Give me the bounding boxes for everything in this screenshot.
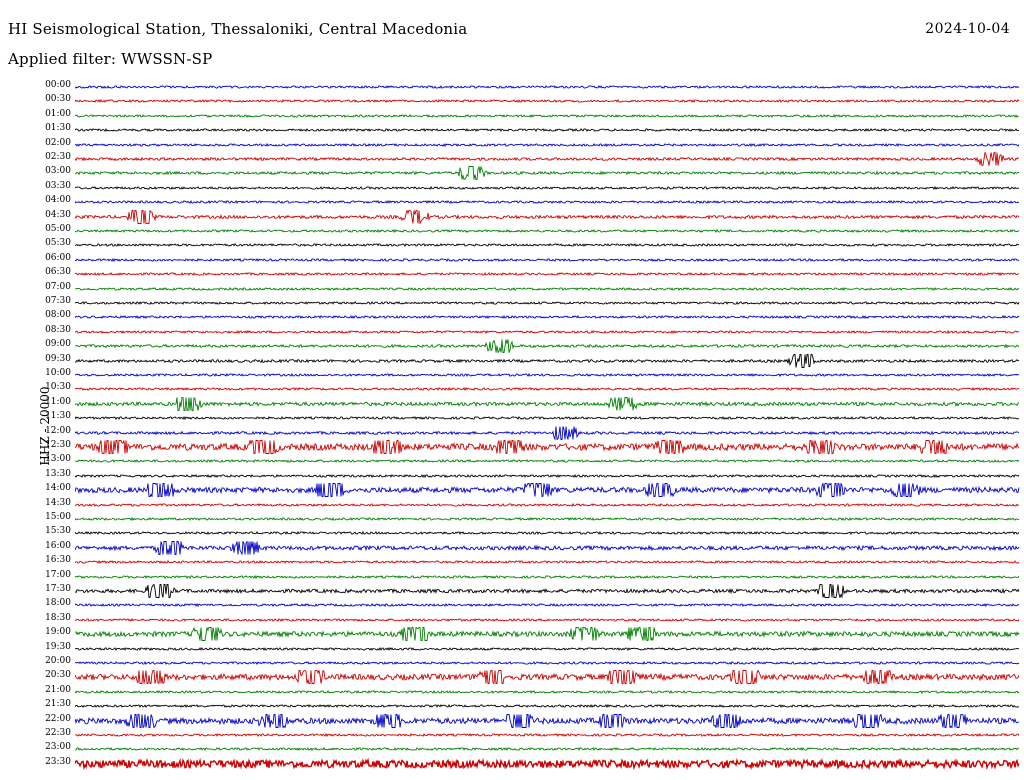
trace-row — [45, 123, 1020, 137]
seismogram-trace — [75, 339, 1020, 353]
seismogram-trace — [75, 440, 1020, 454]
seismogram-trace — [75, 354, 1020, 368]
trace-row — [45, 411, 1020, 425]
time-tick-label: 05:30 — [45, 238, 71, 249]
time-tick-label: 19:30 — [45, 641, 71, 652]
time-tick-label: 06:00 — [45, 252, 71, 263]
seismogram-trace — [75, 109, 1020, 123]
trace-row — [45, 656, 1020, 670]
trace-row — [45, 641, 1020, 656]
time-tick-label: 11:30 — [45, 411, 71, 422]
seismogram-trace — [75, 742, 1020, 756]
trace-row — [45, 195, 1020, 209]
seismogram-trace — [75, 94, 1020, 108]
time-tick-label: 10:00 — [45, 368, 71, 378]
seismogram-trace — [75, 670, 1020, 684]
trace-row — [45, 382, 1020, 396]
seismogram-trace — [75, 152, 1020, 166]
trace-row — [45, 396, 1020, 411]
trace-row — [45, 540, 1020, 555]
seismogram-trace — [75, 728, 1020, 742]
time-tick-label: 19:00 — [45, 627, 71, 638]
seismogram-trace — [75, 598, 1020, 612]
trace-row — [45, 353, 1020, 368]
time-tick-label: 11:00 — [45, 396, 71, 407]
seismogram-trace — [75, 282, 1020, 296]
seismogram-trace — [75, 584, 1020, 598]
seismogram-trace — [75, 123, 1020, 137]
seismogram-trace — [75, 714, 1020, 728]
seismogram-trace — [75, 224, 1020, 238]
seismogram-trace — [75, 296, 1020, 310]
seismogram-trace — [75, 627, 1020, 641]
time-tick-label: 03:30 — [45, 180, 71, 191]
seismogram-trace — [75, 267, 1020, 281]
seismogram-trace — [75, 454, 1020, 468]
time-tick-label: 07:00 — [45, 281, 71, 292]
time-tick-label: 12:00 — [45, 425, 71, 436]
seismogram-trace — [75, 411, 1020, 425]
seismogram-trace — [75, 526, 1020, 540]
applied-filter-label: Applied filter: WWSSN-SP — [8, 50, 213, 68]
trace-row — [45, 728, 1020, 742]
seismogram-trace — [75, 570, 1020, 584]
trace-row — [45, 252, 1020, 267]
trace-row — [45, 108, 1020, 123]
seismogram-trace — [75, 541, 1020, 555]
trace-row — [45, 224, 1020, 238]
seismogram-trace — [75, 368, 1020, 382]
trace-row — [45, 584, 1020, 598]
trace-row — [45, 684, 1020, 699]
trace-row — [45, 713, 1020, 728]
trace-row — [45, 483, 1020, 497]
seismogram-trace — [75, 80, 1020, 94]
trace-row — [45, 152, 1020, 166]
seismogram-trace — [75, 699, 1020, 713]
time-tick-label: 02:00 — [45, 137, 71, 148]
page-title: HI Seismological Station, Thessaloniki, Central Macedonia — [8, 20, 468, 38]
time-tick-label: 18:30 — [45, 612, 71, 623]
seismogram-trace — [75, 253, 1020, 267]
time-tick-label: 16:00 — [45, 540, 71, 551]
time-tick-label: 14:30 — [45, 497, 71, 508]
time-tick-label: 01:00 — [45, 108, 71, 119]
time-tick-label: 02:30 — [45, 152, 71, 162]
trace-row — [45, 670, 1020, 684]
time-tick-label: 04:00 — [45, 195, 71, 206]
seismogram-trace — [75, 210, 1020, 224]
time-tick-label: 08:00 — [45, 310, 71, 321]
seismogram-trace — [75, 685, 1020, 699]
time-tick-label: 10:30 — [45, 382, 71, 393]
time-tick-label: 20:00 — [45, 656, 71, 666]
trace-row — [45, 425, 1020, 440]
seismogram-trace — [75, 181, 1020, 195]
time-tick-label: 07:30 — [45, 296, 71, 306]
time-tick-label: 08:30 — [45, 324, 71, 335]
trace-row — [45, 569, 1020, 584]
seismogram-trace — [75, 166, 1020, 180]
trace-row — [45, 180, 1020, 195]
seismogram-trace — [75, 195, 1020, 209]
time-tick-label: 23:30 — [45, 756, 71, 767]
trace-row — [45, 497, 1020, 512]
seismogram-trace — [75, 325, 1020, 339]
time-tick-label: 13:30 — [45, 468, 71, 479]
time-tick-label: 06:30 — [45, 267, 71, 278]
trace-row — [45, 555, 1020, 569]
seismogram-trace — [75, 238, 1020, 252]
time-tick-label: 04:30 — [45, 209, 71, 220]
trace-row — [45, 512, 1020, 526]
record-date: 2024-10-04 — [925, 21, 1010, 37]
trace-row — [45, 296, 1020, 310]
time-tick-label: 09:30 — [45, 353, 71, 364]
seismogram-trace — [75, 642, 1020, 656]
seismogram-trace — [75, 512, 1020, 526]
trace-row — [45, 440, 1020, 454]
trace-row — [45, 209, 1020, 224]
trace-row — [45, 324, 1020, 339]
time-tick-label: 16:30 — [45, 555, 71, 566]
time-tick-label: 17:00 — [45, 569, 71, 580]
seismogram-trace — [75, 613, 1020, 627]
trace-row — [45, 742, 1020, 756]
time-tick-label: 00:30 — [45, 94, 71, 105]
trace-row — [45, 137, 1020, 152]
seismogram-trace — [75, 426, 1020, 440]
time-tick-label: 03:00 — [45, 166, 71, 177]
trace-row — [45, 339, 1020, 353]
helicorder-plot — [0, 80, 1024, 780]
trace-row — [45, 166, 1020, 180]
seismogram-trace — [75, 397, 1020, 411]
seismogram-trace — [75, 656, 1020, 670]
time-tick-label: 20:30 — [45, 670, 71, 681]
trace-row — [45, 468, 1020, 483]
time-tick-label: 18:00 — [45, 598, 71, 609]
time-tick-label: 15:00 — [45, 512, 71, 522]
trace-row — [45, 267, 1020, 281]
trace-row — [45, 612, 1020, 627]
time-tick-label: 01:30 — [45, 123, 71, 134]
trace-row — [45, 699, 1020, 713]
seismogram-trace — [75, 469, 1020, 483]
time-tick-label: 12:30 — [45, 440, 71, 450]
trace-row — [45, 94, 1020, 108]
seismogram-trace — [75, 138, 1020, 152]
chart-header — [0, 0, 1024, 76]
time-tick-label: 00:00 — [45, 80, 71, 90]
seismogram-trace — [75, 382, 1020, 396]
trace-row — [45, 310, 1020, 324]
seismogram-trace — [75, 310, 1020, 324]
trace-row — [45, 526, 1020, 540]
trace-row — [45, 454, 1020, 468]
time-tick-label: 21:00 — [45, 684, 71, 695]
y-axis-label-text: HHZ - 20000 — [38, 386, 52, 466]
time-tick-label: 22:00 — [45, 713, 71, 724]
time-tick-label: 22:30 — [45, 728, 71, 738]
time-tick-label: 05:00 — [45, 224, 71, 234]
trace-row — [45, 598, 1020, 612]
trace-row — [45, 281, 1020, 296]
time-tick-label: 15:30 — [45, 526, 71, 537]
seismogram-trace — [75, 555, 1020, 569]
trace-row — [45, 368, 1020, 382]
trace-row — [45, 238, 1020, 252]
time-tick-label: 09:00 — [45, 339, 71, 350]
time-tick-label: 21:30 — [45, 699, 71, 710]
time-tick-label: 13:00 — [45, 454, 71, 465]
seismogram-trace — [75, 757, 1020, 771]
seismogram-trace — [75, 498, 1020, 512]
time-tick-label: 14:00 — [45, 483, 71, 494]
trace-row — [45, 756, 1020, 771]
seismogram-trace — [75, 483, 1020, 497]
time-tick-label: 17:30 — [45, 584, 71, 594]
time-tick-label: 23:00 — [45, 742, 71, 753]
trace-row — [45, 80, 1020, 94]
trace-row — [45, 627, 1020, 641]
